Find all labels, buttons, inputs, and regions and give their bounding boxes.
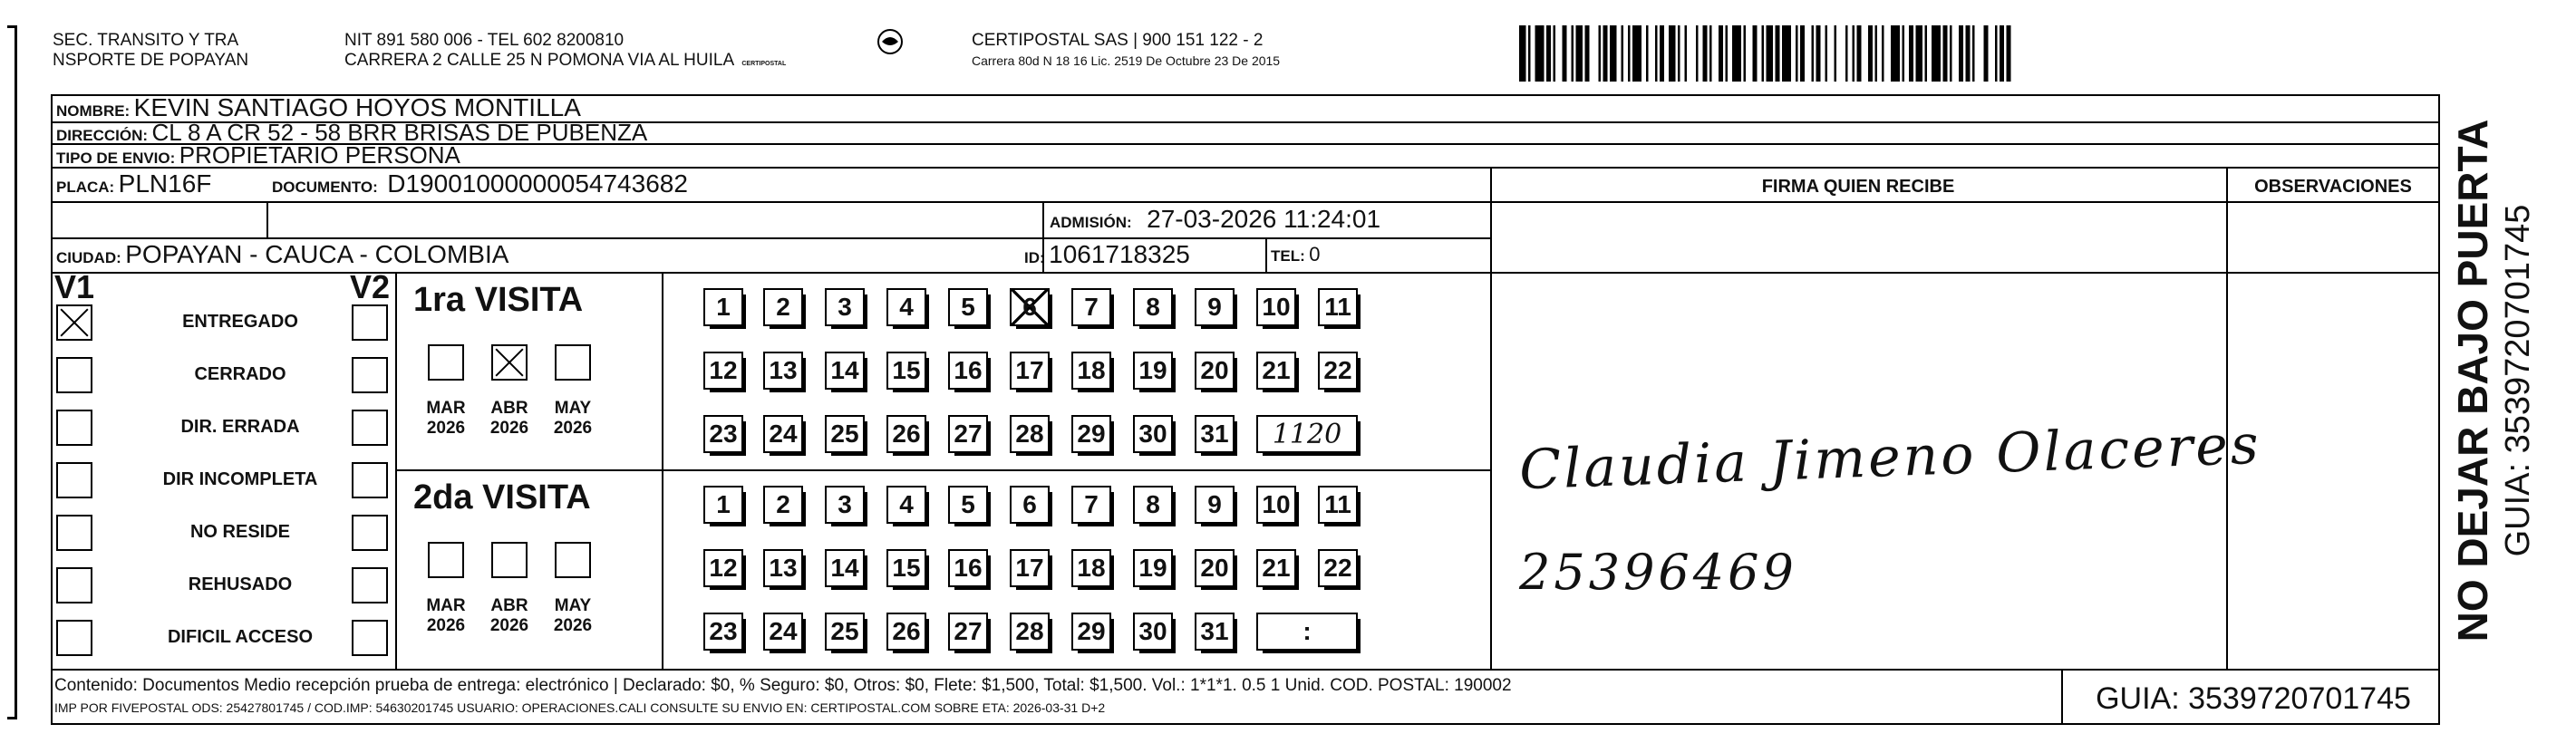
- documento-label: DOCUMENTO:: [272, 179, 378, 196]
- admision-label: ADMISIÓN:: [1050, 214, 1132, 231]
- v1-checkbox[interactable]: [56, 304, 92, 341]
- day-box[interactable]: 17: [1010, 352, 1050, 390]
- firma-header: FIRMA QUIEN RECIBE: [1761, 177, 1955, 197]
- placa-label: PLACA:: [56, 179, 115, 196]
- footer-line1: Contenido: Documentos Medio recepción prueba de entrega: electrónico | Declarado: $0, % Seguro: $0, Otros: $0, Flete: $1,500, Total: $1,500. Vol.: 1*1*1. 0.5 1 Unid. COD. POSTAL: 190002: [54, 676, 1512, 695]
- admision-value: 27-03-2026 11:24:01: [1147, 205, 1381, 233]
- sender-info: [344, 31, 786, 74]
- documento-row: [272, 169, 688, 204]
- day-box[interactable]: 15: [886, 549, 926, 587]
- v1-checkbox[interactable]: [56, 410, 92, 446]
- month-label: MAY 2026: [553, 596, 593, 635]
- v1-checkbox[interactable]: [56, 462, 92, 498]
- day-box[interactable]: 27: [948, 613, 988, 651]
- day-box[interactable]: 4: [886, 288, 926, 326]
- tel-row: [1271, 239, 1320, 273]
- v1-checkbox[interactable]: [56, 357, 92, 393]
- time-box[interactable]: :: [1256, 613, 1358, 651]
- direccion-value: CL 8 A CR 52 - 58 BRR BRISAS DE PUBENZA: [151, 119, 648, 146]
- day-box[interactable]: 11: [1318, 486, 1358, 524]
- month-checkbox[interactable]: [555, 344, 591, 381]
- day-box[interactable]: 5: [948, 486, 988, 524]
- sender-line1: SEC. TRANSITO Y TRA: [53, 31, 239, 50]
- v1-checkbox[interactable]: [56, 620, 92, 656]
- placa-value: PLN16F: [118, 169, 212, 198]
- day-box[interactable]: 4: [886, 486, 926, 524]
- day-box[interactable]: 21: [1256, 549, 1296, 587]
- day-box[interactable]: 7: [1071, 288, 1111, 326]
- day-box[interactable]: 2: [763, 486, 803, 524]
- day-box[interactable]: 31: [1195, 415, 1235, 453]
- reason-label: NO RESIDE: [189, 522, 291, 542]
- side-guia: GUIA: 3539720701745: [2499, 204, 2537, 557]
- v2-checkbox[interactable]: [352, 410, 388, 446]
- v2-checkbox[interactable]: [352, 462, 388, 498]
- day-box[interactable]: 18: [1071, 352, 1111, 390]
- signature-id-number: 25396469: [1519, 544, 1797, 601]
- day-box[interactable]: 9: [1195, 288, 1235, 326]
- day-box[interactable]: 1: [703, 288, 743, 326]
- day-box[interactable]: 20: [1195, 352, 1235, 390]
- day-box[interactable]: 2: [763, 288, 803, 326]
- day-box[interactable]: 26: [886, 415, 926, 453]
- nombre-label: NOMBRE:: [56, 102, 131, 120]
- tipo-value: PROPIETARIO PERSONA: [179, 141, 460, 169]
- day-box[interactable]: 6: [1010, 288, 1050, 326]
- sender-address: CARRERA 2 CALLE 25 N POMONA VIA AL HUILA: [344, 51, 734, 70]
- day-box[interactable]: 12: [703, 549, 743, 587]
- day-box[interactable]: 13: [763, 549, 803, 587]
- reason-label: DIR INCOMPLETA: [162, 469, 318, 489]
- side-text: [2447, 109, 2556, 652]
- tipo-label: TIPO DE ENVIO:: [56, 150, 176, 167]
- day-box[interactable]: 25: [825, 613, 865, 651]
- v1-checkbox[interactable]: [56, 567, 92, 603]
- day-box[interactable]: 7: [1071, 486, 1111, 524]
- day-box[interactable]: 15: [886, 352, 926, 390]
- tel-value: 0: [1309, 243, 1321, 265]
- day-box[interactable]: 5: [948, 288, 988, 326]
- day-box[interactable]: 8: [1133, 486, 1173, 524]
- day-box[interactable]: 26: [886, 613, 926, 651]
- day-box[interactable]: 16: [948, 549, 988, 587]
- visit-title: 1ra VISITA: [413, 281, 584, 319]
- id-value: 1061718325: [1049, 240, 1190, 268]
- day-box[interactable]: 23: [703, 415, 743, 453]
- day-box[interactable]: 17: [1010, 549, 1050, 587]
- reason-label: DIR. ERRADA: [180, 417, 300, 437]
- day-box[interactable]: 25: [825, 415, 865, 453]
- barcode: [1519, 25, 2217, 82]
- day-box[interactable]: 10: [1256, 288, 1296, 326]
- day-box[interactable]: 18: [1071, 549, 1111, 587]
- ciudad-label: CIUDAD:: [56, 249, 121, 266]
- side-warning: NO DEJAR BAJO PUERTA: [2449, 119, 2496, 642]
- day-box[interactable]: 22: [1318, 549, 1358, 587]
- day-box[interactable]: 14: [825, 352, 865, 390]
- company-info: [972, 31, 1280, 71]
- day-box[interactable]: 23: [703, 613, 743, 651]
- day-box[interactable]: 31: [1195, 613, 1235, 651]
- v1-checkbox[interactable]: [56, 515, 92, 551]
- footer-content: [54, 674, 1512, 718]
- v2-checkbox[interactable]: [352, 357, 388, 393]
- day-box[interactable]: 29: [1071, 613, 1111, 651]
- sender-line2: NSPORTE DE POPAYAN: [53, 51, 249, 70]
- tel-label: TEL:: [1271, 247, 1305, 265]
- nombre-value: KEVIN SANTIAGO HOYOS MONTILLA: [133, 93, 581, 121]
- day-box[interactable]: 30: [1133, 613, 1173, 651]
- month-label: ABR 2026: [489, 399, 529, 438]
- day-box[interactable]: 6: [1010, 486, 1050, 524]
- company-line1: CERTIPOSTAL SAS | 900 151 122 - 2: [972, 31, 1264, 50]
- sender-nit: NIT 891 580 006 - TEL 602 8200810: [344, 31, 625, 50]
- crop-mark: [7, 25, 17, 719]
- reason-label: REHUSADO: [188, 574, 293, 594]
- documento-value: D19001000000054743682: [387, 169, 688, 198]
- day-box[interactable]: 9: [1195, 486, 1235, 524]
- day-box[interactable]: 14: [825, 549, 865, 587]
- month-checkbox[interactable]: [491, 344, 528, 381]
- direccion-label: DIRECCIÓN:: [56, 127, 149, 144]
- observaciones-header: OBSERVACIONES: [2254, 177, 2412, 197]
- v1-label: V1: [54, 268, 95, 305]
- company-line2: Carrera 80d N 18 16 Lic. 2519 De Octubre 23 De 2015: [972, 53, 1281, 68]
- footer-line2: IMP POR FIVEPOSTAL ODS: 25427801745 / COD.IMP: 54630201745 USUARIO: OPERACIONES.CALI CONSULTE SU ENVIO EN: CERTIPOSTAL.COM SOBRE ETA: 2026-03-31 D+2: [54, 700, 1106, 715]
- placa-row: [56, 169, 211, 204]
- day-box[interactable]: 20: [1195, 549, 1235, 587]
- footer-guia: GUIA: 3539720701745: [2096, 681, 2411, 716]
- day-box[interactable]: 16: [948, 352, 988, 390]
- day-box[interactable]: 30: [1133, 415, 1173, 453]
- day-box[interactable]: 13: [763, 352, 803, 390]
- day-box[interactable]: 28: [1010, 415, 1050, 453]
- day-box[interactable]: 12: [703, 352, 743, 390]
- id-row: [1024, 239, 1190, 275]
- day-box[interactable]: 28: [1010, 613, 1050, 651]
- ciudad-value: POPAYAN - CAUCA - COLOMBIA: [125, 240, 509, 268]
- visit-title: 2da VISITA: [413, 478, 591, 516]
- day-box[interactable]: 21: [1256, 352, 1296, 390]
- day-box[interactable]: 10: [1256, 486, 1296, 524]
- v2-checkbox[interactable]: [352, 304, 388, 341]
- day-box[interactable]: 3: [825, 288, 865, 326]
- month-label: ABR 2026: [489, 596, 529, 635]
- month-checkbox[interactable]: [428, 542, 464, 578]
- month-label: MAY 2026: [553, 399, 593, 438]
- ciudad-row: [56, 239, 508, 275]
- id-label: ID:: [1024, 249, 1045, 266]
- day-box[interactable]: 3: [825, 486, 865, 524]
- month-checkbox[interactable]: [491, 542, 528, 578]
- sender-name: [53, 31, 248, 71]
- reason-label: ENTREGADO: [182, 312, 298, 332]
- month-label: MAR 2026: [426, 596, 466, 635]
- day-box[interactable]: 19: [1133, 352, 1173, 390]
- day-box[interactable]: 8: [1133, 288, 1173, 326]
- tipo-row: [56, 143, 460, 171]
- certipostal-logo-text: CERTIPOSTAL: [741, 61, 787, 67]
- v2-checkbox[interactable]: [352, 620, 388, 656]
- day-box[interactable]: 1: [703, 486, 743, 524]
- day-box[interactable]: 19: [1133, 549, 1173, 587]
- day-box[interactable]: 29: [1071, 415, 1111, 453]
- time-box[interactable]: 1120: [1256, 415, 1358, 453]
- reason-label: CERRADO: [194, 364, 286, 384]
- day-box[interactable]: 24: [763, 613, 803, 651]
- month-label: MAR 2026: [426, 399, 466, 438]
- v2-checkbox[interactable]: [352, 515, 388, 551]
- day-box[interactable]: 11: [1318, 288, 1358, 326]
- day-box[interactable]: 27: [948, 415, 988, 453]
- signature-name: Claudia Jimeno Olaceres: [1518, 412, 2262, 503]
- v2-label: V2: [350, 268, 391, 305]
- v2-checkbox[interactable]: [352, 567, 388, 603]
- month-checkbox[interactable]: [555, 542, 591, 578]
- reason-label: DIFICIL ACCESO: [167, 627, 313, 647]
- month-checkbox[interactable]: [428, 344, 464, 381]
- admision-row: [1050, 201, 1380, 242]
- day-box[interactable]: 24: [763, 415, 803, 453]
- day-box[interactable]: 22: [1318, 352, 1358, 390]
- certipostal-logo-icon: [872, 27, 908, 63]
